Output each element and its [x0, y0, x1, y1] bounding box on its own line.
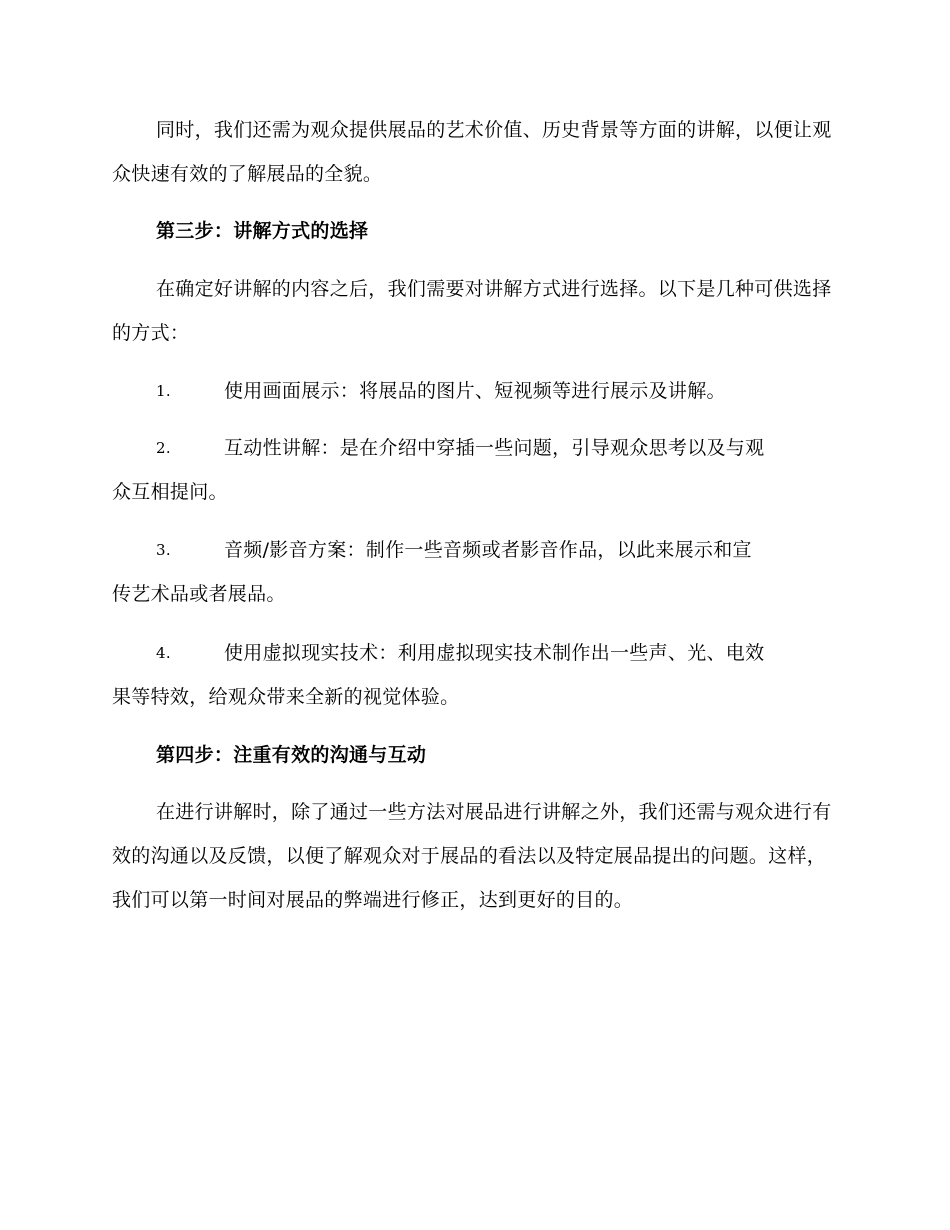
paragraph-communication: 在进行讲解时，除了通过一些方法对展品进行讲解之外，我们还需与观众进行有效的沟通以及反馈，以便了解观众对于展品的看法以及特定展品提出的问题。这样，我们可以第一时间对展品的弊端进行修正，达到更好的目的。	[112, 801, 832, 911]
list-item-text-continued: 果等特效，给观众带来全新的视觉体验。	[112, 686, 460, 708]
list-item-text: 使用画面展示：将展品的图片、短视频等进行展示及讲解。	[224, 380, 726, 402]
list-item-text: 音频/影音方案：制作一些音频或者影音作品，以此来展示和宣	[224, 539, 752, 561]
list-item-4	[112, 631, 834, 719]
list-item-text-continued: 传艺术品或者展品。	[112, 583, 286, 605]
list-item-1	[112, 369, 834, 413]
list-item-3	[112, 528, 834, 616]
paragraph-intro: 同时，我们还需为观众提供展品的艺术价值、历史背景等方面的讲解，以便让观众快速有效的了解展品的全貌。	[112, 119, 832, 185]
paragraph-methods-intro: 在确定好讲解的内容之后，我们需要对讲解方式进行选择。以下是几种可供选择的方式：	[112, 278, 832, 344]
heading-step-4: 第四步：注重有效的沟通与互动	[156, 744, 427, 766]
list-number: 4.	[156, 644, 171, 662]
list-item-text-continued: 众互相提问。	[112, 481, 228, 503]
list-number: 2.	[156, 439, 171, 457]
list-item-text: 使用虚拟现实技术：利用虚拟现实技术制作出一些声、光、电效	[224, 642, 765, 664]
list-item-2	[112, 426, 834, 514]
list-number: 3.	[156, 541, 171, 559]
heading-step-3: 第三步：讲解方式的选择	[156, 220, 369, 242]
list-item-text: 互动性讲解：是在介绍中穿插一些问题，引导观众思考以及与观	[224, 437, 765, 459]
list-number: 1.	[156, 382, 171, 400]
